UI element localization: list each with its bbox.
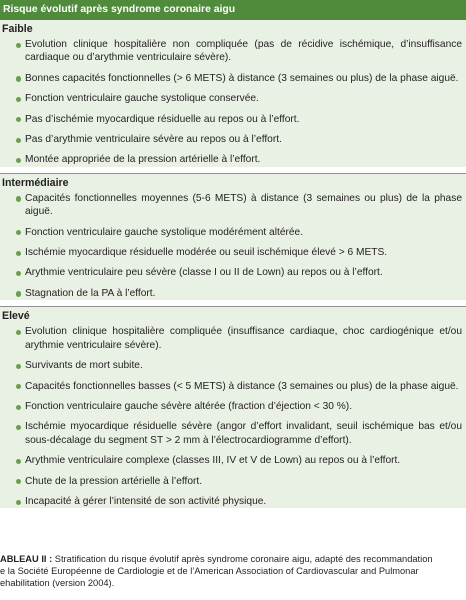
list-item [0,359,466,372]
list-item [0,113,466,126]
item-text: Incapacité à gérer l’intensité de son activité physique. [25,495,267,507]
list-item [0,454,466,467]
list-item [0,92,466,105]
bullet-icon [16,76,21,81]
list-item [0,246,466,259]
list-item [0,287,466,300]
item-text: Survivants de mort subite. [25,360,143,372]
section-intermediate-risk [0,173,466,300]
list-item [0,192,466,219]
section-high-risk [0,306,466,508]
item-text: Montée appropriée de la pression artérielle à l’effort. [25,154,261,166]
list-item [0,475,466,488]
table-caption [0,554,466,590]
caption-label: ABLEAU II : [0,554,53,564]
section-heading: Faible [2,23,33,35]
list-item [0,266,466,279]
bullet-icon [16,405,21,410]
bullet-icon [16,500,21,505]
item-text: Fonction ventriculaire gauche sévère altérée (fraction d’éjection < 30 %). [25,400,353,412]
list-item [0,153,466,166]
bullet-icon [16,251,21,256]
bullet-icon [16,425,21,430]
item-text: Capacités fonctionnelles basses (< 5 METS) à distance (3 semaines ou plus) de la phase aiguë. [25,380,459,392]
bullet-icon [16,330,21,335]
item-text: Capacités fonctionnelles moyennes (5-6 METS) à distance (3 semaines ou plus) de la phase aiguë. [25,192,462,218]
section-heading: Elevé [2,310,30,323]
item-text: Chute de la pression artérielle à l’effort. [25,475,203,487]
bullet-icon [16,117,21,122]
bullet-icon [16,97,21,102]
table-title: Risque évolutif après syndrome coronaire aigu [0,0,466,20]
item-text: Evolution clinique hospitalière non compliquée (pas de récidive ischémique, d’insuffisance cardiaque ou d’arythmie ventriculaire sévère). [25,39,462,64]
list-item [0,226,466,239]
list-item [0,133,466,146]
item-text: Fonction ventriculaire gauche systolique modérément altérée. [25,226,304,238]
item-text: Evolution clinique hospitalière compliquée (insuffisance cardiaque, choc cardiogénique et/ou arythmie ventriculaire sévère). [25,326,462,351]
item-text: Stagnation de la PA à l’effort. [25,287,156,299]
bullet-icon [16,43,21,48]
list-item [0,400,466,413]
bullet-icon [16,479,21,484]
caption-line [0,554,466,566]
bullet-icon [16,196,21,201]
item-text: Ischémie myocardique résiduelle modérée ou seuil ischémique élevé > 6 METS. [25,247,388,259]
item-text: Pas d’ischémie myocardique résiduelle au repos ou à l’effort. [25,113,300,125]
bullet-icon [16,271,21,276]
section-low-risk [0,20,466,167]
bullet-icon [16,291,21,296]
list-item [0,495,466,508]
item-text: Arythmie ventriculaire complexe (classes III, IV et V de Lown) au repos ou à l’effort. [25,455,401,467]
bullet-icon [16,158,21,163]
item-text: Ischémie myocardique résiduelle sévère (angor d’effort invalidant, seuil ischémique bas et/ou sous-décalage du segment ST > 2 mm à l’électrocardiogramme d’effort). [25,421,462,446]
list-item [0,325,466,352]
section-heading: Intermédiaire [2,176,69,189]
bullet-icon [16,384,21,389]
list-item [0,420,466,447]
bullet-icon [16,230,21,235]
item-text: Pas d’arythmie ventriculaire sévère au repos ou à l’effort. [25,134,282,146]
item-text: Arythmie ventriculaire peu sévère (classe I ou II de Lown) au repos ou à l’effort. [25,267,383,279]
caption-line: ehabilitation (version 2004). [0,577,115,588]
bullet-icon [16,138,21,143]
caption-line: e la Société Européenne de Cardiologie et de l’American Association of Cardiovascular and Pulmonar [0,565,419,576]
item-text: Bonnes capacités fonctionnelles (> 6 METS) à distance (3 semaines ou plus) de la phase aiguë. [25,72,459,84]
list-item [0,380,466,393]
list-item [0,72,466,85]
item-text: Fonction ventriculaire gauche systolique conservée. [25,93,259,105]
bullet-icon [16,364,21,369]
list-item [0,38,466,65]
bullet-icon [16,459,21,464]
caption-text: Stratification du risque évolutif après syndrome coronaire aigu, adapté des recommandation [54,554,433,564]
